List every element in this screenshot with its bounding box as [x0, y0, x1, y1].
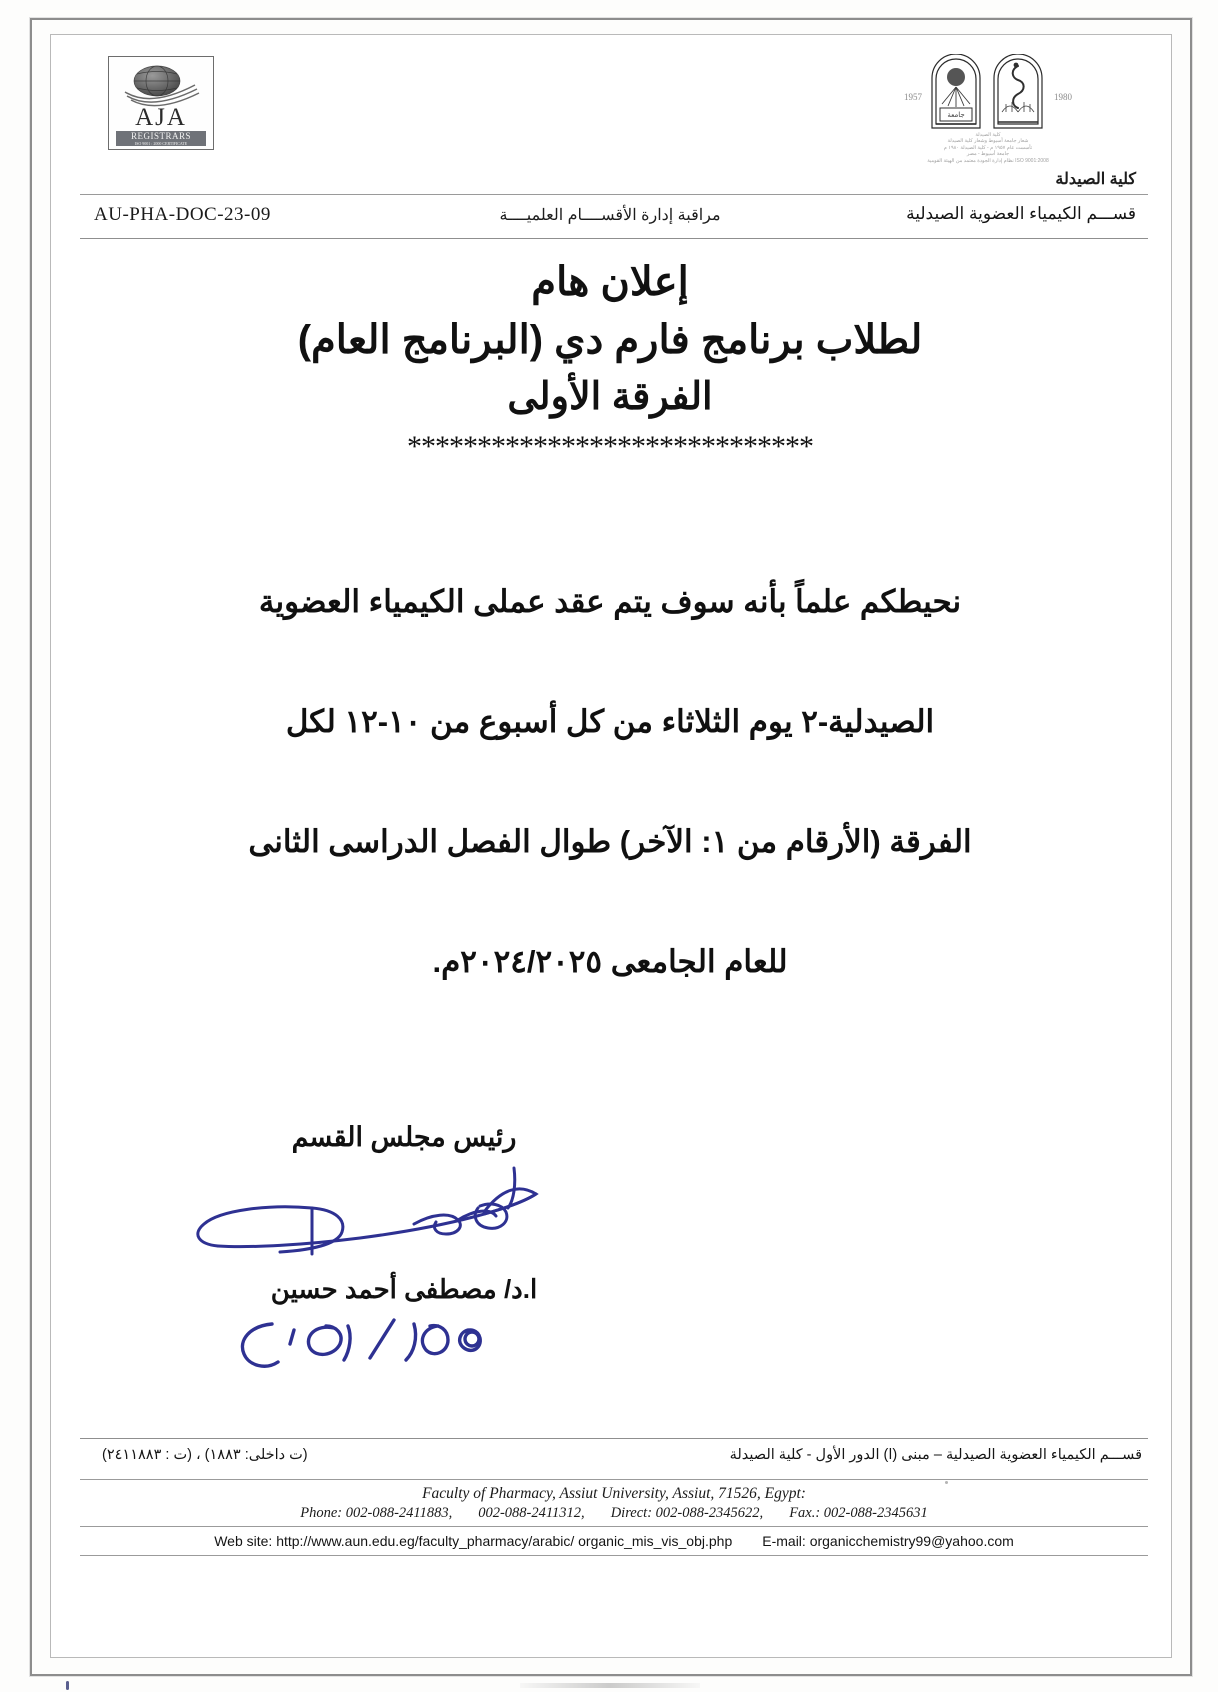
scan-artifact-smudge [520, 1683, 700, 1688]
emblem-caption-line: ISO 9001:2008 نظام إدارة الجودة معتمد من الهيئة القومية [927, 157, 1049, 164]
header-supervision-label: مراقبة إدارة الأقســــام العلميــــة [499, 207, 721, 224]
header-divider-bottom [80, 238, 1148, 239]
footer-divider-last [80, 1555, 1148, 1556]
aja-bar-text: REGISTRARS [130, 131, 191, 141]
page-title: إعلان هام [531, 260, 689, 304]
footer-phone-item: 002-088-2411312, [478, 1505, 585, 1521]
body-line: الفرقة (الأرقام من ١: الآخر) طوال الفصل الدراسى الثانى [248, 824, 972, 859]
page-footer [80, 1438, 1148, 1556]
aja-registrars-logo [108, 56, 214, 150]
announcement-title-block [124, 254, 1096, 464]
aja-wordmark: AJA [135, 104, 187, 131]
footer-website[interactable]: Web site: http://www.aun.edu.eg/faculty_pharmacy/arabic/ organic_mis_vis_obj.php [214, 1533, 733, 1549]
signatory-name: ا.د/ مصطفى أحمد حسين [270, 1274, 538, 1304]
document-code: AU-PHA-DOC-23-09 [94, 204, 271, 225]
footer-phone-item: Fax.: 002-088-2345631 [789, 1505, 928, 1521]
emblem-year-right: 1980 [1054, 92, 1072, 102]
emblem-caption-line: جامعة أسيوط - مصر [966, 151, 1010, 158]
footer-phone-item: Direct: 002-088-2345622, [610, 1505, 764, 1521]
faculty-name: كلية الصيدلة [1055, 171, 1136, 188]
emblem-caption [904, 132, 1072, 164]
emblem-shields-icon [928, 54, 1048, 132]
title-subject: لطلاب برنامج فارم دي (البرنامج العام) [297, 318, 923, 362]
footer-phone-row [80, 1505, 1148, 1526]
footer-email[interactable]: E-mail: organicchemistry99@yahoo.com [762, 1533, 1014, 1549]
body-line: نحيطكم علماً بأنه سوف يتم عقد عملى الكيمياء العضوية [258, 584, 962, 619]
footer-address-ar: قســـم الكيمياء العضوية الصيدلية – مبنى (ا) الدور الأول - كلية الصيدلة [729, 1447, 1142, 1463]
footer-phones-ar: (ت داخلى: ١٨٨٣) ، (ت : ٢٤١١٨٨٣) [102, 1447, 308, 1463]
footer-web-row [80, 1527, 1148, 1555]
aja-bar-subtext: ISO 9001 : 2000 CERTIFICATE [134, 141, 188, 146]
scan-artifact-dot [66, 1681, 69, 1690]
signature-block [184, 1122, 624, 1304]
globe-icon [117, 62, 203, 110]
scan-speck [945, 1481, 948, 1484]
document-page [64, 42, 1156, 1642]
assiut-university-pharmacy-emblem [904, 54, 1072, 164]
title-year-group: الفرقة الأولى [507, 376, 713, 418]
footer-faculty-en: Faculty of Pharmacy, Assiut University, Assiut, 71526, Egypt: [422, 1485, 806, 1502]
emblem-year-left: 1957 [904, 92, 922, 102]
emblem-caption-line: كلية الصيدلة [975, 132, 1001, 138]
footer-phone-item: Phone: 002-088-2411883, [300, 1505, 453, 1521]
header-divider-top [80, 194, 1148, 195]
signatory-role: رئيس مجلس القسم [291, 1122, 517, 1152]
header-row [80, 200, 1140, 234]
handwritten-date [224, 1310, 524, 1380]
department-name: قســـم الكيمياء العضوية الصيدلية [906, 204, 1136, 223]
emblem-caption-line: تأسست عام ١٩٥٧ م - كلية الصيدلة ١٩٨٠ م [943, 144, 1033, 151]
svg-text:جامعة: جامعة [947, 111, 965, 119]
aja-registrars-bar [116, 131, 206, 146]
handwritten-signature [184, 1150, 624, 1270]
asterisk-separator: ***************************** [407, 430, 813, 463]
body-line: للعام الجامعى ٢٠٢٤/٢٠٢٥م. [432, 944, 788, 979]
body-line: الصيدلية-٢ يوم الثلاثاء من كل أسبوع من ١٠-١٢ لكل [285, 704, 935, 739]
footer-arabic-row [80, 1439, 1148, 1477]
announcement-body [122, 542, 1098, 1022]
emblem-caption-line: شعار جامعة أسيوط وشعار كلية الصيدلة [947, 138, 1029, 145]
